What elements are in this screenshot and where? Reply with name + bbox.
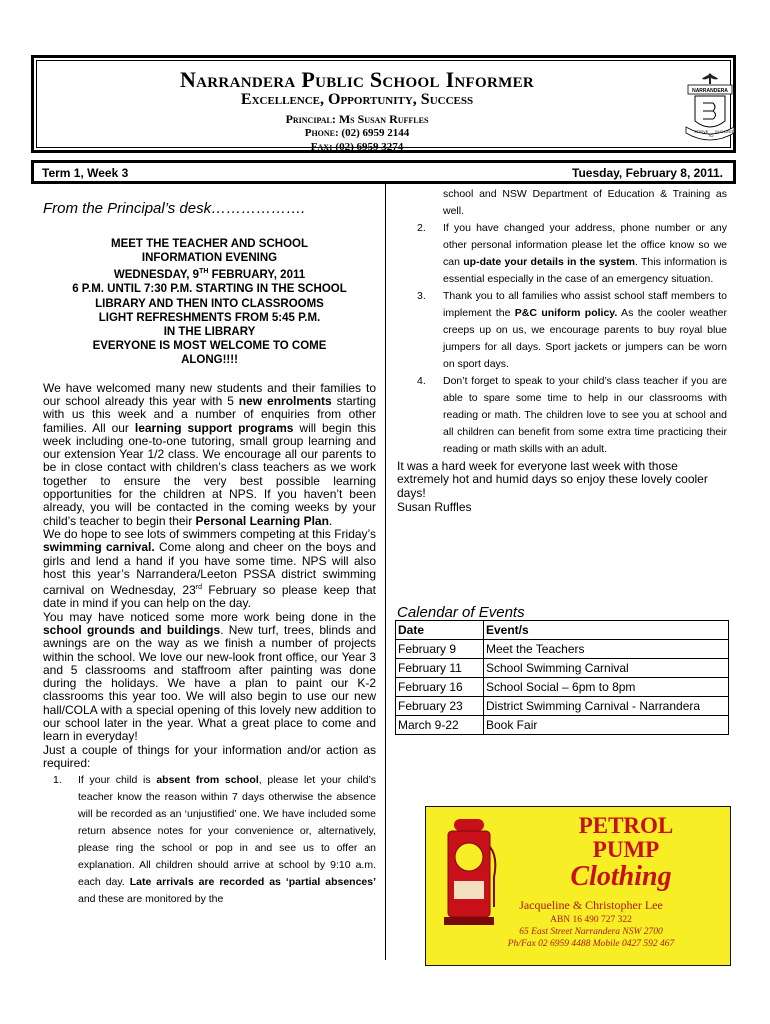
advert-address: 65 East Street Narrandera NSW 2700 — [519, 927, 663, 937]
closing-paragraph: It was a hard week for everyone last week with those extremely hot and humid days so enjoy these lovely cooler days! — [397, 459, 708, 500]
event-name: School Swimming Carnival — [484, 659, 729, 678]
table-row — [396, 716, 729, 735]
masthead — [31, 55, 736, 153]
event-date: March 9-22 — [396, 716, 484, 735]
principal-name: Principal: Ms Susan Ruffles — [285, 112, 429, 126]
left-column — [43, 200, 376, 908]
right-column — [397, 186, 727, 514]
list-item-continuation: school and NSW Department of Education & Training as well. — [443, 188, 727, 217]
table-row — [396, 697, 729, 716]
column-header-event: Event/s — [484, 621, 729, 640]
calendar-table — [395, 620, 729, 735]
newsletter-title: Narrandera Public School Informer — [179, 67, 535, 92]
phone-number: Phone: (02) 6959 2144 — [304, 127, 410, 139]
table-row — [396, 640, 729, 659]
grounds-paragraph: You may have noticed some more work being done in the school grounds and buildings. New turf, trees, blinds and awnings are on the way as we finish a number of projects within the school. We love our new-look front office, our Year 3 and 5 classrooms and staffroom after painting was done during the holidays. We have a plan to paint our K-2 classrooms this year too. We will also begin to use our new hall/COLA with a special opening of this lovely new addition to our school later in the year. What a great place to come and learn in everyday! — [43, 609, 377, 744]
list-item: 4. Don’t forget to speak to your child’s class teacher if you are able to spare some time to help in our classrooms with reading or math. The children love to see you at school and all children can benefit from some extra time practicing their reading or math skills with an adult. — [417, 375, 727, 455]
announce-line: LIGHT REFRESHMENTS FROM 5:45 P.M. — [98, 311, 321, 324]
column-header-date: Date — [396, 621, 484, 640]
information-intro: Just a couple of things for your information and/or action as required: — [43, 742, 376, 770]
crest-banner: NARRANDERA — [692, 88, 728, 94]
information-list-continued — [397, 220, 727, 458]
term-bar — [31, 160, 736, 184]
school-motto: Excellence, Opportunity, Success — [240, 91, 474, 108]
announce-line: LIBRARY AND THEN INTO CLASSROOMS — [95, 297, 324, 310]
list-item: 3. Thank you to all families who assist school staff members to implement the P&C uniform policy. As the cooler weather creeps up on us, we encourage parents to buy royal blue jumpers for all days. Sport jackets or jumpers can be worn on sport days. — [417, 290, 727, 370]
swimming-paragraph: We do hope to see lots of swimmers competing at this Friday’s swimming carnival. Come along and cheer on the boys and girls and lend a hand if you have some time. NPS will also host this year’s Narrandera/Leeton PSSA district swimming carnival on Wednesday, 23rd February so please keep that date in mind if you can help on the day. — [43, 526, 376, 611]
announce-line: ALONG!!!! — [181, 354, 238, 367]
announce-line: MEET THE TEACHER AND SCHOOL — [111, 238, 308, 250]
event-name: School Social – 6pm to 8pm — [484, 678, 729, 697]
masthead-inner-border — [36, 60, 735, 153]
advert-phone: Ph/Fax 02 6959 4488 Mobile 0427 592 467 — [507, 939, 675, 949]
crest-motto-left: STRIVE — [694, 129, 709, 134]
event-date: February 9 — [396, 640, 484, 659]
information-list — [43, 772, 376, 908]
term-week: Term 1, Week 3 — [42, 166, 129, 180]
issue-date: Tuesday, February 8, 2011. — [572, 166, 723, 180]
fax-number: Fax: (02) 6959 3274 — [310, 141, 404, 153]
school-crest-icon — [685, 69, 735, 149]
table-row — [396, 678, 729, 697]
signoff: Susan Ruffles — [397, 499, 472, 514]
principal-desk-heading: From the Principal’s desk………………. — [43, 200, 306, 217]
calendar-heading: Calendar of Events — [397, 604, 525, 621]
crest-motto-right: SUCCEED — [715, 129, 735, 134]
event-name: Meet the Teachers — [484, 640, 729, 659]
announce-date-line: WEDNESDAY, 9TH FEBRUARY, 2011 — [113, 268, 306, 282]
list-item: 2. If you have changed your address, phone number or any other personal information please let the office know so we can up-date your details in the system. This information is essential especially in the case of an emergency situation. — [417, 222, 727, 285]
event-name: Book Fair — [484, 716, 729, 735]
announce-line: 6 P.M. UNTIL 7:30 P.M. STARTING IN THE SCHOOL — [72, 283, 347, 296]
table-row — [396, 659, 729, 678]
announce-line: EVERYONE IS MOST WELCOME TO COME — [92, 340, 327, 353]
advert-brand-petrol: PETROL — [578, 813, 674, 838]
enrolments-paragraph: We have welcomed many new students and their families to our school already this year with 5 new enrolments starting with us this week and a number of enquiries from other families. All our learning support programs will begin this week including one-to-one tutoring, small group learning and our extension Year 1/2 class. We encourage all our parents to be in close contact with children’s class teachers as we work together to ensure the very best possible learning opportunities for the children at NPS. If you haven’t been already, you will be contacted in the coming weeks by your child’s teacher to begin their Personal Learning Plan. — [43, 380, 376, 528]
crest-motto-mid: TO — [708, 133, 714, 138]
petrol-pump-advert — [425, 806, 731, 966]
list-item: 1. If your child is absent from school, please let your child’s teacher know the reason within 7 days otherwise the absence will be recorded as an ‘unjustified’ one. We have included some return absence notes for your convenience or, alternatively, please ring the school or pop in and see us to offer an explanation. All children should arrive at school by 9:10 a.m. each day. Late arrivals are recorded as ‘partial absences’ and these are monitored by the — [53, 774, 377, 906]
event-name: District Swimming Carnival - Narrandera — [484, 697, 729, 716]
announce-line: IN THE LIBRARY — [163, 326, 256, 339]
announce-line: INFORMATION EVENING — [141, 252, 278, 265]
advert-owners: Jacqueline & Christopher Lee — [519, 898, 663, 912]
event-date: February 16 — [396, 678, 484, 697]
meet-teacher-announcement — [43, 237, 376, 368]
advert-brand-pump: PUMP — [592, 837, 660, 862]
event-date: February 11 — [396, 659, 484, 678]
event-date: February 23 — [396, 697, 484, 716]
table-header-row — [396, 621, 729, 640]
advert-abn: ABN 16 490 727 322 — [550, 915, 632, 925]
advert-brand-clothing: Clothing — [570, 861, 672, 892]
column-divider — [385, 184, 386, 960]
